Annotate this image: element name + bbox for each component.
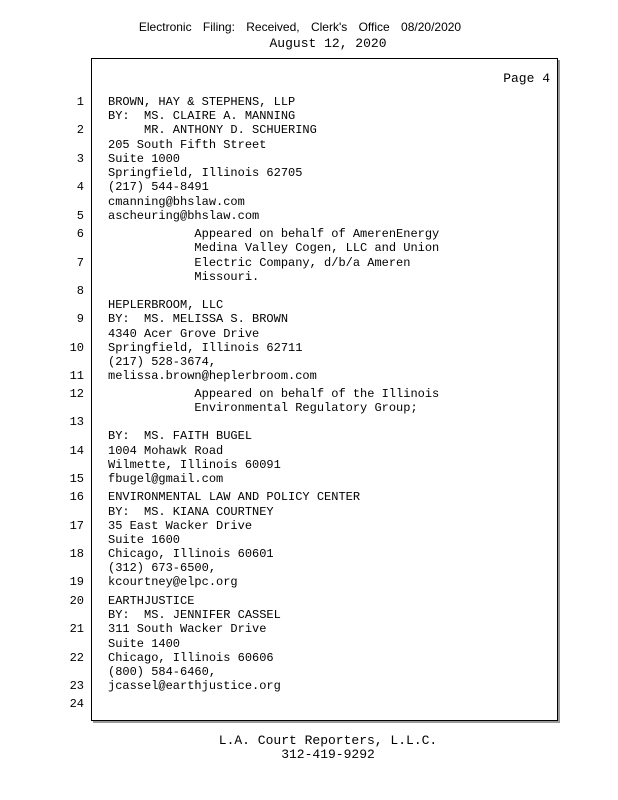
transcript-line: MR. ANTHONY D. SCHUERING <box>108 123 317 137</box>
transcript-line: 311 South Wacker Drive <box>108 622 267 636</box>
line-number: 7 <box>76 256 84 270</box>
line-number: 9 <box>76 312 84 326</box>
line-number: 13 <box>69 415 84 429</box>
line-number: 5 <box>76 209 84 223</box>
line-number: 3 <box>76 152 84 166</box>
line-number: 6 <box>76 227 84 241</box>
transcript-line: Appeared on behalf of AmerenEnergy <box>108 227 440 241</box>
transcript-line: Medina Valley Cogen, LLC and Union <box>108 241 440 255</box>
transcript-line: cmanning@bhslaw.com <box>108 195 245 209</box>
line-number: 14 <box>69 444 84 458</box>
transcript-line: 1004 Mohawk Road <box>108 444 224 458</box>
page-number: Page 4 <box>503 71 550 86</box>
line-number: 23 <box>69 679 84 693</box>
line-number: 11 <box>69 369 84 383</box>
transcript-line: BY: MS. MELISSA S. BROWN <box>108 312 289 326</box>
transcript-line: (217) 544-8491 <box>108 180 209 194</box>
line-number: 8 <box>76 284 84 298</box>
line-number: 22 <box>69 651 84 665</box>
transcript-line: Suite 1600 <box>108 533 181 547</box>
transcript-line: EARTHJUSTICE <box>108 594 195 608</box>
transcript-line: 35 East Wacker Drive <box>108 519 253 533</box>
line-number: 24 <box>69 697 84 711</box>
transcript-date: August 12, 2020 <box>269 36 387 51</box>
line-number: 19 <box>69 575 84 589</box>
transcript-line: Springfield, Illinois 62711 <box>108 341 303 355</box>
transcript-line: BY: MS. CLAIRE A. MANNING <box>108 109 296 123</box>
transcript-line: (312) 673-6500, <box>108 561 217 575</box>
transcript-line: Electric Company, d/b/a Ameren <box>108 256 411 270</box>
filing-stamp: Electronic Filing: Received, Clerk's Office 08/20/2020 <box>138 20 462 34</box>
line-number: 16 <box>69 490 84 504</box>
transcript-line: ENVIRONMENTAL LAW AND POLICY CENTER <box>108 490 361 504</box>
line-number: 1 <box>76 95 84 109</box>
line-number: 12 <box>69 387 84 401</box>
transcript-line: (217) 528-3674, <box>108 355 217 369</box>
line-number: 4 <box>76 180 84 194</box>
transcript-line: (800) 584-6460, <box>108 665 217 679</box>
transcript-line: jcassel@earthjustice.org <box>108 679 281 693</box>
transcript-line: BY: MS. JENNIFER CASSEL <box>108 608 281 622</box>
transcript-line: Wilmette, Illinois 60091 <box>108 458 281 472</box>
transcript-line: Suite 1000 <box>108 152 181 166</box>
transcript-line: melissa.brown@heplerbroom.com <box>108 369 317 383</box>
line-number: 2 <box>76 123 84 137</box>
transcript-line: BY: MS. KIANA COURTNEY <box>108 505 274 519</box>
line-number: 10 <box>69 341 84 355</box>
line-number: 17 <box>69 519 84 533</box>
transcript-line: HEPLERBROOM, LLC <box>108 298 224 312</box>
transcript-line: 205 South Fifth Street <box>108 138 267 152</box>
transcript-line: Springfield, Illinois 62705 <box>108 166 303 180</box>
transcript-line: ascheuring@bhslaw.com <box>108 209 260 223</box>
transcript-line: BY: MS. FAITH BUGEL <box>108 429 253 443</box>
transcript-line: Chicago, Illinois 60601 <box>108 547 274 561</box>
line-number: 15 <box>69 472 84 486</box>
transcript-line: Appeared on behalf of the Illinois <box>108 387 440 401</box>
transcript-line: kcourtney@elpc.org <box>108 575 238 589</box>
reporter-phone: 312-419-9292 <box>281 747 375 762</box>
transcript-line: Missouri. <box>108 270 260 284</box>
line-number: 21 <box>69 622 84 636</box>
transcript-line: 4340 Acer Grove Drive <box>108 327 260 341</box>
transcript-line: BROWN, HAY & STEPHENS, LLP <box>108 95 296 109</box>
transcript-line: Chicago, Illinois 60606 <box>108 651 274 665</box>
line-number: 18 <box>69 547 84 561</box>
reporter-company: L.A. Court Reporters, L.L.C. <box>218 733 438 748</box>
line-number: 20 <box>69 594 84 608</box>
transcript-line: fbugel@gmail.com <box>108 472 224 486</box>
transcript-line: Suite 1400 <box>108 637 181 651</box>
transcript-line: Environmental Regulatory Group; <box>108 401 418 415</box>
